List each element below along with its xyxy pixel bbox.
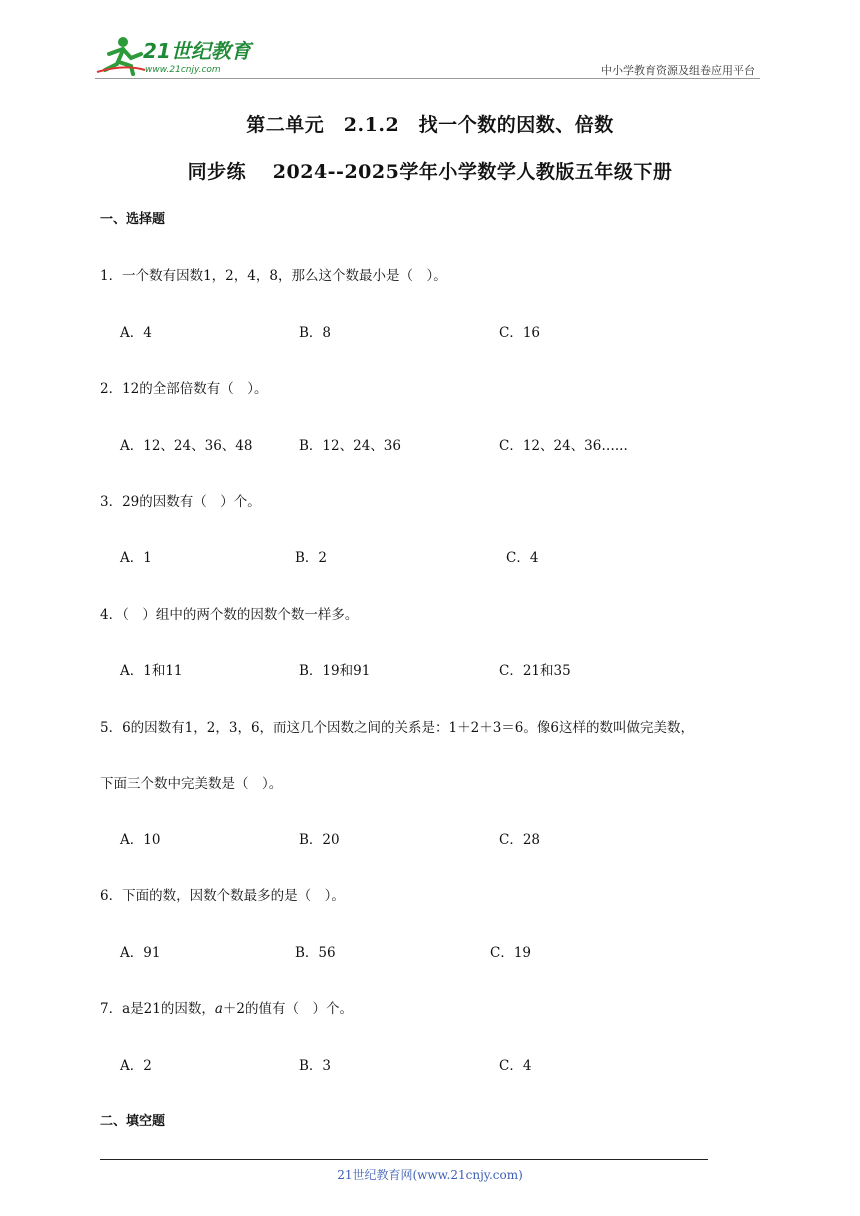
q4-option-a: A．1和11 [120,663,183,679]
footer-divider [100,1159,708,1160]
question-5-continued: 下面三个数中完美数是（ ）。 [100,776,283,792]
q7-text-end: ＋2的值有（ ）个。 [222,1001,353,1017]
q7-option-c: C．4 [499,1058,532,1074]
section-heading-fill: 二、填空题 [100,1114,166,1129]
page-subtitle: 同步练 2024--2025学年小学数学人教版五年级下册 [187,161,673,183]
q7-variable: a [214,1001,223,1017]
question-5: 5．6的因数有1，2，3，6，而这几个因数之间的关系是：1＋2＋3＝6。像6这样的数叫做完美数， [100,720,694,736]
question-2: 2．12的全部倍数有（ ）。 [100,381,268,397]
question-1: 1．一个数有因数1，2，4，8，那么这个数最小是（ ）。 [100,268,447,284]
q6-option-c: C．19 [490,945,532,961]
q1-option-c: C．16 [499,325,541,341]
question-3: 3．29的因数有（ ）个。 [100,494,261,510]
q5-option-b: B．20 [299,832,340,848]
q4-option-b: B．19和91 [299,663,371,679]
q2-option-c: C．12、24、36…... [499,438,628,454]
q3-option-b: B．2 [295,550,328,566]
q7-option-b: B．3 [299,1058,332,1074]
platform-name: 中小学教育资源及组卷应用平台 [601,64,755,77]
question-7 [100,997,353,1017]
q2-option-b: B．12、24、36 [299,438,401,454]
footer-link[interactable]: 21世纪教育网(www.21cnjy.com) [337,1168,523,1182]
q3-option-c: C．4 [506,550,539,566]
page-header [95,28,760,80]
q5-option-c: C．28 [499,832,541,848]
q4-option-c: C．21和35 [499,663,571,679]
q6-option-b: B．56 [295,945,336,961]
q1-option-b: B．8 [299,325,332,341]
question-4: 4．（ ）组中的两个数的因数个数一样多。 [100,607,359,623]
21cnjy-logo [95,34,265,76]
question-6: 6．下面的数，因数个数最多的是（ ）。 [100,888,345,904]
svg-text:21世纪教育: 21世纪教育 [143,39,251,63]
section-heading-choice: 一、选择题 [100,212,166,227]
header-divider [95,78,760,79]
q3-option-a: A．1 [120,550,152,566]
q5-option-a: A．10 [120,832,161,848]
q7-option-a: A．2 [120,1058,152,1074]
q1-option-a: A．4 [120,325,152,341]
q7-text-start: 7．a是21的因数， [100,1001,215,1017]
q6-option-a: A．91 [120,945,161,961]
q2-option-a: A．12、24、36、48 [120,438,253,454]
page-title: 第二单元 2.1.2 找一个数的因数、倍数 [246,114,614,136]
svg-text:www.21cnjy.com: www.21cnjy.com [145,65,221,75]
